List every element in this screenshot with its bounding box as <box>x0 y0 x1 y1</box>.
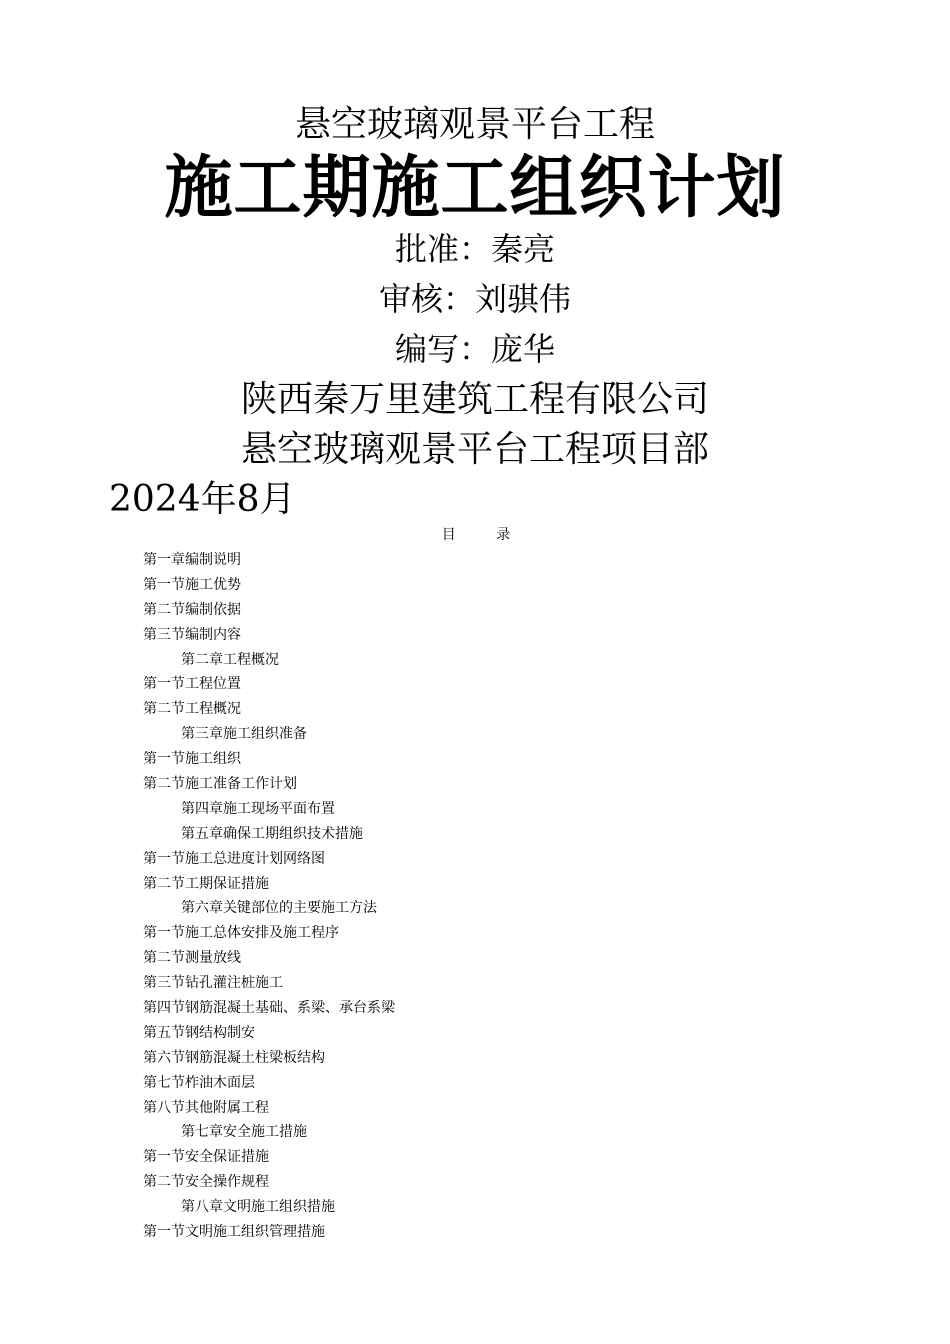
toc-section-entry: 第一节施工总体安排及施工程序 <box>143 925 339 942</box>
toc-section-entry: 第一节施工优势 <box>143 576 241 593</box>
table-of-contents <box>143 548 395 1245</box>
toc-section-entry: 第六节钢筋混凝土柱梁板结构 <box>143 1049 325 1066</box>
toc-section-entry: 第三节编制内容 <box>143 626 241 643</box>
toc-chapter-entry: 第二章工程概况 <box>181 651 279 668</box>
project-subtitle: 悬空玻璃观景平台工程 <box>294 104 655 145</box>
toc-section-entry: 第一节施工组织 <box>143 751 241 768</box>
toc-chapter-entry: 第七章安全施工措施 <box>181 1124 307 1141</box>
toc-section-entry: 第三节钻孔灌注桩施工 <box>143 975 283 992</box>
toc-section-entry: 第二节安全操作规程 <box>143 1174 269 1191</box>
approver-line: 批准：秦亮 <box>394 230 555 268</box>
toc-section-entry: 第一节安全保证措施 <box>143 1149 269 1166</box>
toc-section-entry: 第五节钢结构制安 <box>143 1024 255 1041</box>
author-line: 编写：庞华 <box>394 330 555 368</box>
toc-chapter-entry: 第三章施工组织准备 <box>181 726 307 743</box>
toc-section-entry: 第二节测量放线 <box>143 950 241 967</box>
toc-section-entry: 第四节钢筋混凝土基础、系梁、承台系梁 <box>143 1000 395 1017</box>
toc-heading: 目 录 <box>441 527 529 543</box>
document-title: 施工期施工组织计划 <box>164 148 786 228</box>
toc-chapter-entry: 第四章施工现场平面布置 <box>181 800 335 817</box>
toc-chapter-entry: 第六章关键部位的主要施工方法 <box>181 900 377 917</box>
toc-chapter-entry: 第五章确保工期组织技术措施 <box>181 825 363 842</box>
toc-section-entry: 第二节工程概况 <box>143 701 241 718</box>
toc-chapter-entry: 第八章文明施工组织措施 <box>181 1199 335 1216</box>
company-name: 陕西秦万里建筑工程有限公司 <box>240 379 709 420</box>
project-department: 悬空玻璃观景平台工程项目部 <box>240 429 709 470</box>
toc-section-entry: 第七节柞油木面层 <box>143 1074 255 1091</box>
reviewer-line: 审核：刘骐伟 <box>378 280 571 318</box>
toc-section-entry: 第二节施工准备工作计划 <box>143 776 297 793</box>
toc-section-entry: 第一节施工总进度计划网络图 <box>143 850 325 867</box>
document-date: 2024年8月 <box>109 479 296 520</box>
toc-section-entry: 第一章编制说明 <box>143 552 241 568</box>
toc-section-entry: 第八节其他附属工程 <box>143 1099 269 1116</box>
toc-section-entry: 第一节工程位置 <box>143 676 241 693</box>
toc-section-entry: 第二节编制依据 <box>143 601 241 618</box>
toc-section-entry: 第二节工期保证措施 <box>143 875 269 892</box>
toc-section-entry: 第一节文明施工组织管理措施 <box>143 1224 325 1241</box>
